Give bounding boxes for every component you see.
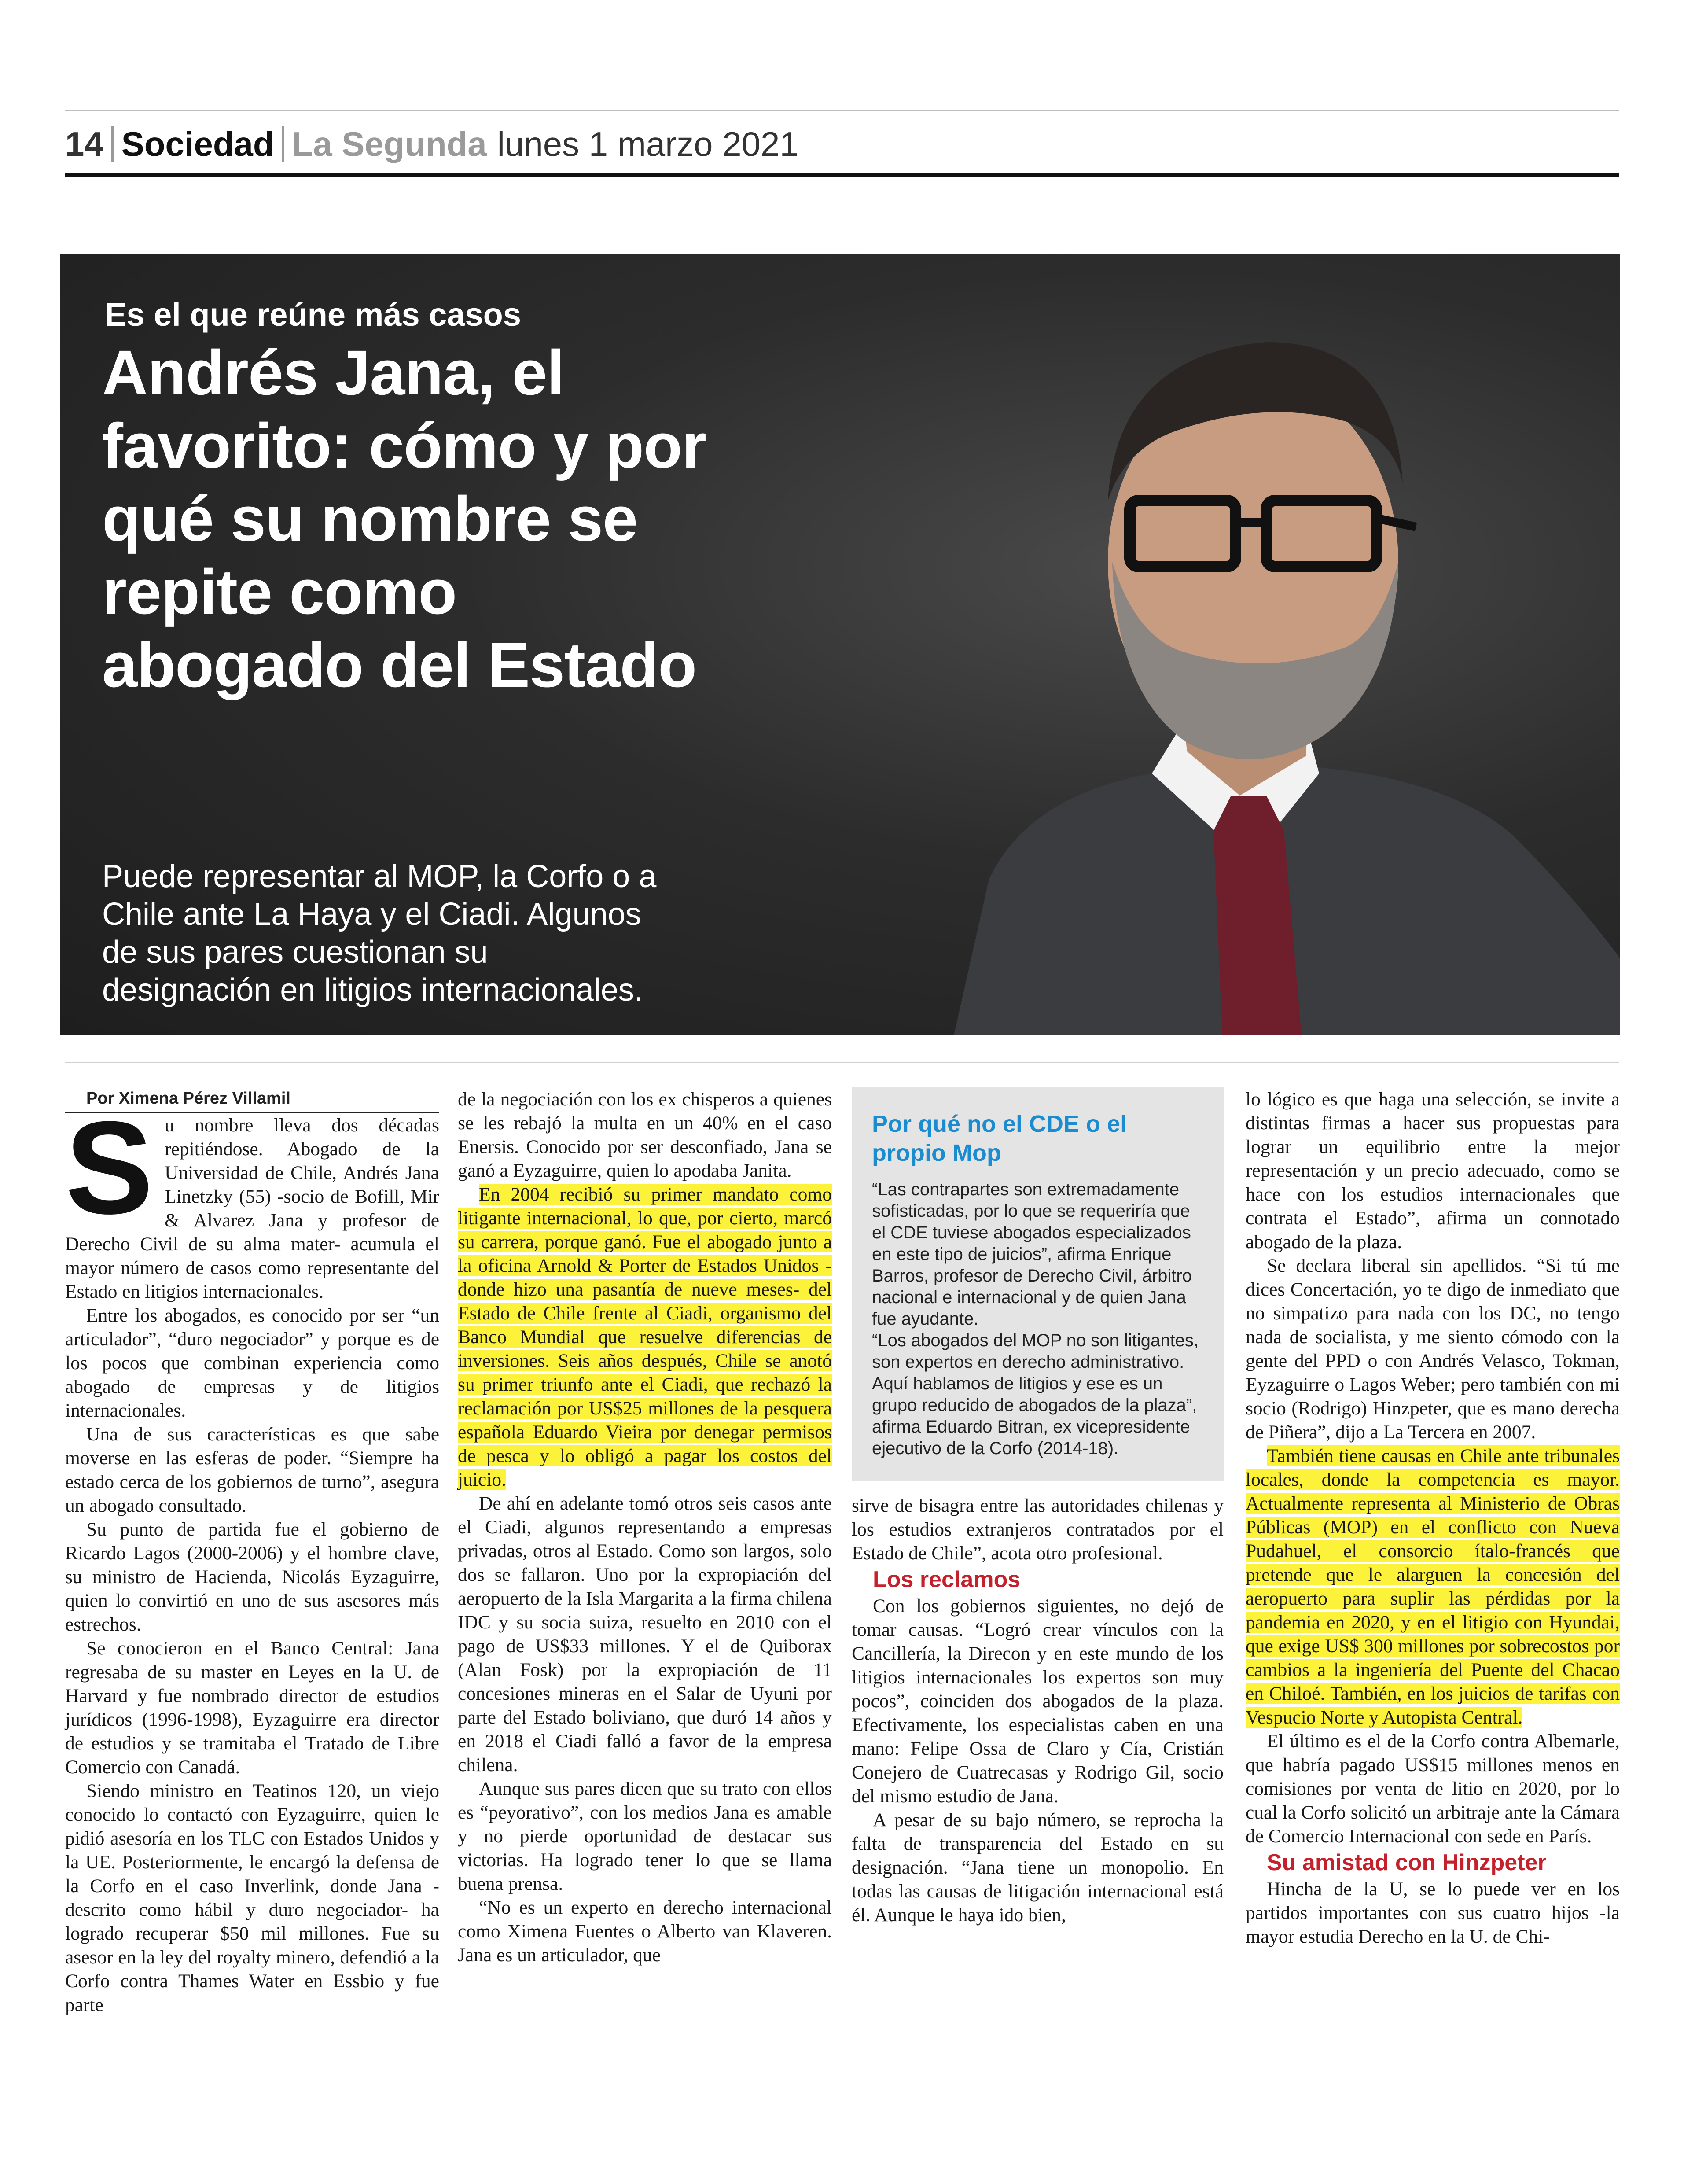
paragraph: lo lógico es que haga una selección, se invite a distintas firmas a hacer sus propuestas para lograr un equilibrio entre la mejor representación y un precio adecuado, como se hace con los estudios internacionales que contrata el Estado”, afirma un connotado abogado de la plaza.: [1246, 1089, 1620, 1252]
paragraph: De ahí en adelante tomó otros seis casos ante el Ciadi, algunos representando a empresas privadas, otros al Estado. Como son largos, solo dos se fallaron. Uno por la expropiación del aeropuerto de la Isla Margarita a la firma chilena IDC y su socia suiza, resuelto en 2010 con el pago de US$33 millones. Y el de Quiborax (Alan Fosk) por la expropiación de 11 concesiones mineras en el Salar de Uyuni por parte del Estado boliviano, que duró 14 años y en 2018 el Ciadi falló a favor de la empresa chilena.: [458, 1493, 832, 1775]
paragraph: Hincha de la U, se lo puede ver en los partidos importantes con sus cuatro hijos -la mayor estudia Derecho en la U. de Chi-: [1246, 1878, 1620, 1947]
deck-line: Puede representar al MOP, la Corfo o a: [102, 859, 657, 894]
masthead-separator: [282, 126, 284, 162]
sidebar-paragraph: “Las contrapartes son extremadamente sofisticadas, por lo que se requeriría que el CDE tuviese abogados especializados en este tipo de juicios”, afirma Enrique Barros, profesor de Derecho Civil, árbitro nacional e internacional y de quien Jana fue ayudante.: [872, 1180, 1192, 1329]
paragraph: El último es el de la Corfo contra Albemarle, que habría pagado US$15 millones menos en comisiones por venta de litio en 2020, por lo cual la Corfo solicitó un arbitraje ante la Cámara de Comercio Internacional con sede en París.: [1246, 1731, 1620, 1847]
masthead-rule: [65, 173, 1619, 177]
paragraph: de la negociación con los ex chisperos a quienes se les rebajó la multa en un 40% en el caso Enersis. Conocido por ser desconfiado, Jana se ganó a Eyzaguirre, quien lo apodaba Janita.: [458, 1089, 832, 1181]
deck-line: designación en litigios internacionales.: [102, 972, 643, 1008]
paragraph: Entre los abogados, es conocido por ser “un articulador”, “duro negociador” y porque es de los pocos que combinan experiencia como abogado de empresas y de litigios internacionales.: [65, 1305, 439, 1421]
sidebar-box: [852, 1087, 1224, 1481]
article-column-1: [65, 1087, 439, 2017]
top-rule: [65, 110, 1619, 111]
page-number: 14: [65, 124, 103, 163]
paragraph: Se declara liberal sin apellidos. “Si tú me dices Concertación, yo te digo de inmediato que no simpatizo para nada con los DC, no tengo nada de socialista, y me siento cómodo con la gente del PPD o con Andrés Velasco, Tokman, Eyzaguirre o Lagos Weber; pero también con mi socio (Rodrigo) Hinzpeter, que es mano derecha de Piñera”, dijo a La Tercera en 2007.: [1246, 1255, 1620, 1443]
headline-line: qué su nombre se: [102, 483, 638, 554]
section-name: Sociedad: [121, 124, 274, 163]
headline: [102, 336, 850, 702]
masthead: [65, 115, 1619, 173]
highlighted-text: En 2004 recibió su primer mandato como litigante internacional, lo que, por cierto, marcó su carrera, porque ganó. Fue el abogado junto a la oficina Arnold & Porter de Estados Unidos -donde hizo una pasantía de nueve meses- del Estado de Chile frente al Ciadi, organismo del Banco Mundial que resuelve diferencias de inversiones. Seis años después, Chile se anotó su primer triunfo ante el Ciadi, que rechazó la reclamación por US$25 millones de la pesquera española Eduardo Vieira por denegar permisos de pesca y lo obligó a pagar los costos del juicio.: [458, 1184, 832, 1490]
highlighted-paragraph: [458, 1182, 832, 1492]
paragraph: Siendo ministro en Teatinos 120, un viejo conocido lo contactó con Eyzaguirre, quien le pidió asesoría en los TLC con Estados Unidos y la UE. Posteriormente, le encargó la defensa de la Corfo en el caso Inverlink, donde Jana -descrito como hábil y duro negociador- ha logrado recuperar $50 mil millones. Fue su asesor en la ley del royalty minero, defendió a la Corfo contra Thames Water en Essbio y fue parte: [65, 1780, 439, 2015]
deck-line: Chile ante La Haya y el Ciadi. Algunos: [102, 897, 641, 932]
highlighted-paragraph: [1246, 1444, 1620, 1729]
headline-line: abogado del Estado: [102, 630, 697, 700]
paragraph: A pesar de su bajo número, se reprocha la falta de transparencia del Estado en su designación. “Jana tiene un monopolio. En todas las causas de litigación internacional está él. Aunque le haya ido bien,: [852, 1809, 1224, 1926]
sidebar-paragraph: “Los abogados del MOP no son litigantes, son expertos en derecho administrativo. Aquí hablamos de litigios y ese es un grupo reducido de abogados de la plaza”, afirma Eduardo Bitran, ex vicepresidente ejecutivo de la Corfo (2014-18).: [872, 1331, 1199, 1458]
subhead-reclamos: Los reclamos: [873, 1567, 1021, 1592]
paragraph: sirve de bisagra entre las autoridades chilenas y los estudios extranjeros contratados por el Estado de Chile”, acota otro profesional.: [852, 1495, 1224, 1564]
masthead-separator: [111, 126, 114, 162]
portrait-photo: [844, 254, 1620, 1035]
issue-date: lunes 1 marzo 2021: [497, 124, 799, 163]
body-rule: [65, 1062, 1619, 1063]
paragraph: Con los gobiernos siguientes, no dejó de tomar causas. “Logró crear vínculos con la Cancillería, la Direcon y en este mundo de los litigios internacionales los expertos son muy pocos”, coinciden dos abogados de la plaza. Efectivamente, los especialistas caben en una mano: Felipe Ossa de Claro y Cía, Cristián Conejero de Cuatrecasas y Rodrigo Gil, socio del mismo estudio de Jana.: [852, 1595, 1224, 1807]
headline-line: repite como: [102, 556, 457, 627]
paragraph: Aunque sus pares dicen que su trato con ellos es “peyorativo”, con los medios Jana es amable y no pierde oportunidad de destacar sus victorias. Ha logrado tener lo que se llama buena prensa.: [458, 1778, 832, 1894]
paragraph: “No es un experto en derecho internacional como Ximena Fuentes o Alberto van Klaveren. Jana es un articulador, que: [458, 1897, 832, 1966]
paragraph: Su punto de partida fue el gobierno de Ricardo Lagos (2000-2006) y el hombre clave, su ministro de Hacienda, Nicolás Eyzaguirre, quien lo convirtió en uno de sus asesores más estrechos.: [65, 1519, 439, 1635]
headline-line: favorito: cómo y por: [102, 410, 706, 481]
headline-line: Andrés Jana, el: [102, 337, 564, 408]
publication-name: La Segunda: [292, 124, 487, 163]
lead-text: u nombre lleva dos décadas repitiéndose. Abogado de la Universidad de Chile, Andrés Jana Linetzky (55) -socio de Bofill, Mir & Alvarez Jana y profesor de Derecho Civil de su alma mater- acumula el mayor número de casos como representante del Estado en litigios internacionales.: [65, 1115, 439, 1302]
deck-summary: [102, 858, 850, 1009]
paragraph: Una de sus características es que sabe moverse en las esferas de poder. “Siempre ha estado cerca de los gobiernos de turno”, asegura un abogado consultado.: [65, 1424, 439, 1516]
article-column-3: [852, 1087, 1224, 1927]
paragraph: Se conocieron en el Banco Central: Jana regresaba de su master en Leyes en la U. de Harvard y fue nombrado director de estudios jurídicos (1996-1998), Eyzaguirre era director de estudios y se tramitaba el Tratado de Libre Comercio con Canadá.: [65, 1638, 439, 1778]
subhead-amistad: Su amistad con Hinzpeter: [1267, 1850, 1547, 1875]
sidebar-title: Por qué no el CDE o el propio Mop: [872, 1111, 1127, 1166]
drop-cap: S: [65, 1094, 154, 1241]
article-column-2: [458, 1087, 832, 1967]
highlighted-text: También tiene causas en Chile ante tribunales locales, donde la competencia es mayor. Actualmente representa al Ministerio de Obras Públicas (MOP) en el conflicto con Nueva Pudahuel, el consorcio ítalo-francés que pretende que le alarguen la concesión del aeropuerto para suplir las pérdidas por la pandemia en 2020, y en el litigio con Hyundai, que exige US$ 300 millones por sobrecostos por cambios a la ingeniería del Puente del Chacao en Chiloé. También, en los juicios de tarifas con Vespucio Norte y Autopista Central.: [1246, 1445, 1620, 1728]
headline-kicker: Es el que reúne más casos: [105, 296, 522, 333]
deck-line: de sus pares cuestionan su: [102, 935, 488, 970]
article-column-4: [1246, 1087, 1620, 1948]
byline: Por Ximena Pérez Villamil: [65, 1087, 439, 1113]
